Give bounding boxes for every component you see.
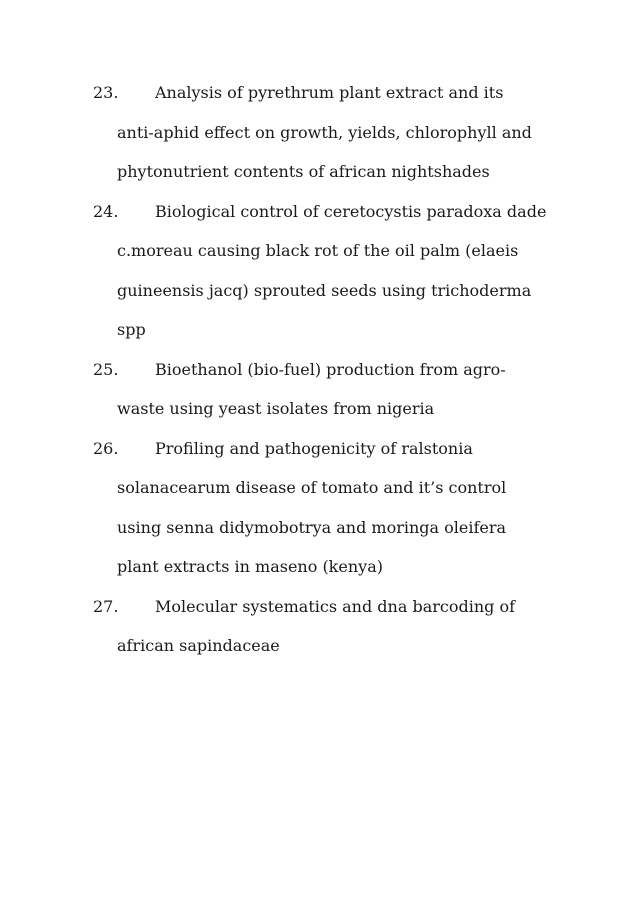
entry-title-text: Profiling and pathogenicity of ralstonia [155,438,473,458]
entry-number: 23. [93,83,119,102]
entry-title-text: Molecular systematics and dna barcoding of [155,596,516,616]
thesis-title-list [93,73,573,666]
entry-title-text: waste using yeast isolates from nigeria [117,399,435,418]
entry-title-text: Biological control of ceretocystis paradoxa dade [155,201,547,221]
list-item [93,192,573,350]
entry-number: 25. [93,359,119,379]
entry-title-text: using senna didymobotrya and moringa oleifera [117,517,507,537]
entry-title-text: c.moreau causing black rot of the oil palm (elaeis [117,241,519,260]
list-item [93,73,573,192]
list-item [93,587,573,666]
entry-title-text: guineensis jacq) sprouted seeds using trichoderma [117,280,532,300]
list-item [93,429,573,587]
entry-first-line [93,429,573,469]
entry-title-text: Analysis of pyrethrum plant extract and its [155,83,504,102]
entry-title-text: solanacearum disease of tomato and it’s control [117,478,507,497]
entry-title-text: Bioethanol (bio-fuel) production from agro- [155,359,506,379]
entry-number: 24. [93,201,119,221]
entry-first-line [93,73,573,113]
entry-first-line [93,587,573,627]
entry-title-text: african sapindaceae [117,636,280,655]
entry-number: 27. [93,596,119,616]
list-item [93,350,573,429]
entry-number: 26. [93,438,119,458]
entry-title-text: anti-aphid effect on growth, yields, chlorophyll and [117,122,532,142]
entry-title-text: plant extracts in maseno (kenya) [117,557,383,576]
entry-title-text: phytonutrient contents of african nightshades [117,162,490,181]
entry-first-line [93,350,573,390]
entry-title-text: spp [117,320,146,339]
entry-first-line [93,192,573,232]
